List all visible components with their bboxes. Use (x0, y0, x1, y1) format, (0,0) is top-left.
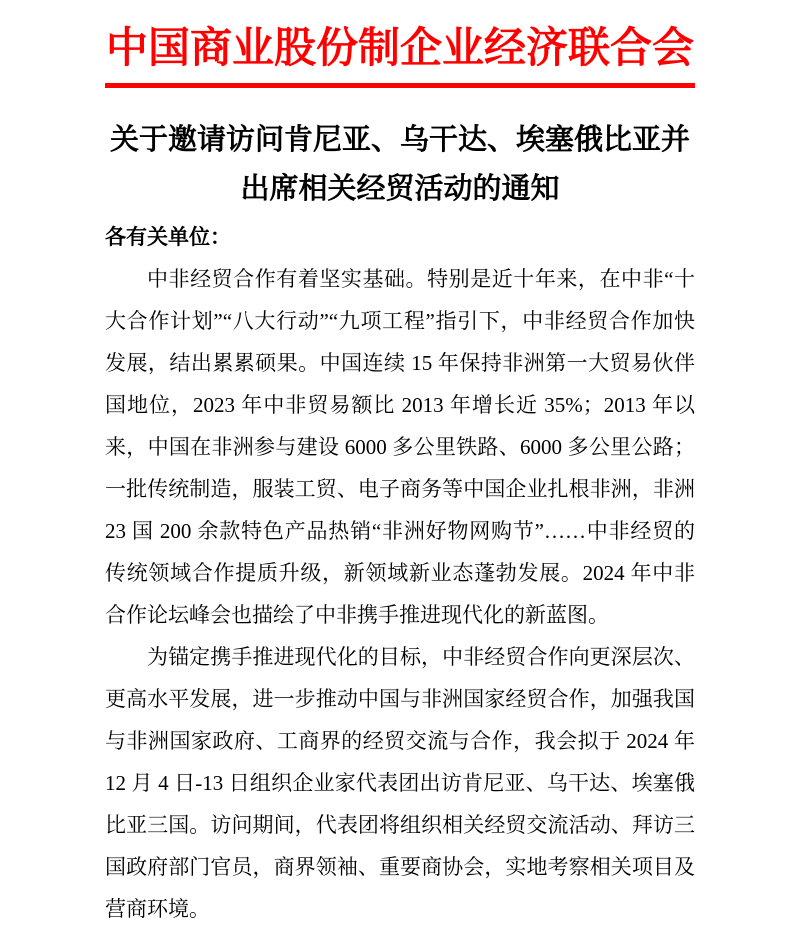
letterhead (105, 20, 695, 88)
document-page (105, 0, 695, 930)
paragraph-2: 为锚定携手推进现代化的目标，中非经贸合作向更深层次、更高水平发展，进一步推动中国与非洲国家经贸合作，加强我国与非洲国家政府、工商界的经贸交流与合作，我会拟于 2024 年 12 月 4 日-13 日组织企业家代表团出访肯尼亚、乌干达、埃塞俄比亚三国。访问期间，代表团将组织相关经贸交流活动、拜访三国政府部门官员，商界领袖、重要商协会，实地考察相关项目及营商环境。 (105, 645, 695, 921)
notice-title-line1: 关于邀请访问肯尼亚、乌干达、埃塞俄比亚并 (109, 124, 690, 156)
salutation: 各有关单位： (105, 225, 231, 249)
notice-title (105, 116, 695, 214)
org-name: 中国商业股份制企业经济联合会 (105, 26, 694, 72)
letterhead-divider (105, 83, 695, 88)
notice-title-line2: 出席相关经贸活动的通知 (240, 173, 560, 205)
notice-body (105, 258, 695, 930)
paragraph-1: 中非经贸合作有着坚实基础。特别是近十年来，在中非“十大合作计划”“八大行动”“九项工程”指引下，中非经贸合作加快发展，结出累累硕果。中国连续 15 年保持非洲第一大贸易伙伴国地位，2023 年中非贸易额比 2013 年增长近 35%；2013 年以来，中国在非洲参与建设 6000 多公里铁路、6000 多公里公路；一批传统制造，服装工贸、电子商务等中国企业扎根非洲，非洲 23 国 200 余款特色产品热销“非洲好物网购节”……中非经贸的传统领域合作提质升级，新领域新业态蓬勃发展。2024 年中非合作论坛峰会也描绘了中非携手推进现代化的新蓝图。 (105, 267, 695, 627)
